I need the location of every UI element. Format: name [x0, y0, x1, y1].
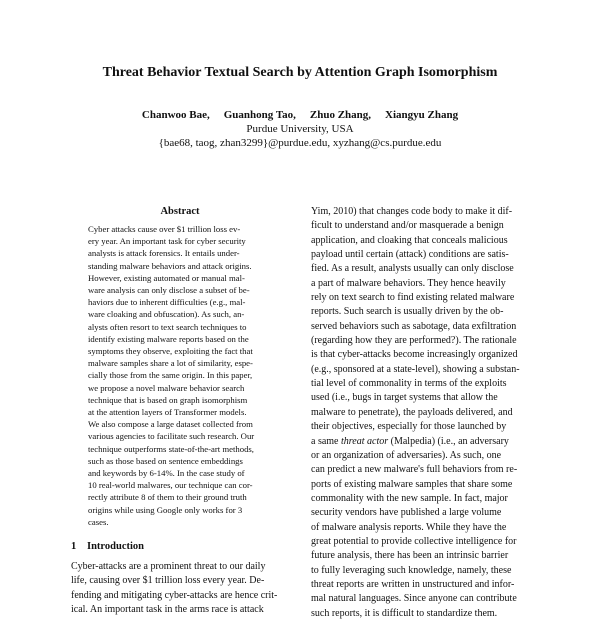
abstract-line: malware samples share a lot of similarity, espe-: [88, 358, 253, 369]
paper-title: Threat Behavior Textual Search by Attention Graph Isomorphism: [102, 65, 498, 80]
abstract-heading: Abstract: [160, 206, 200, 217]
body-line: security vendors have published a large volume: [311, 507, 502, 519]
abstract-line: symptoms they observe, exploiting the fact that: [88, 346, 253, 357]
abstract-line: ware analysis can only disclose a subset of be-: [88, 285, 250, 296]
body-line: (e.g., sponsored at a state-level), showing a substan-: [311, 363, 520, 375]
body-line: Yim, 2010) that changes code body to make it dif-: [311, 206, 513, 217]
body-line: application, and cloaking that conceals malicious: [311, 234, 508, 246]
body-line: such reports, it is difficult to standardize them.: [311, 607, 498, 619]
body-line: mal natural languages. Since anyone can contribute: [311, 593, 517, 605]
abstract-line: However, existing automated or manual mal-: [88, 272, 245, 283]
abstract-line: alysts often resort to text search techniques to: [88, 321, 247, 332]
body-line: threat reports are written in unstructured and infor-: [311, 578, 515, 590]
body-line: of malware analysis reports. While they have the: [311, 521, 507, 533]
body-line: rely on text search to find existing related malware: [311, 292, 515, 304]
body-line: payload until certain (attack) conditions are satis-: [311, 249, 509, 261]
body-line: fied. As a result, analysts usually can only disclose: [311, 263, 514, 275]
intro-line: fending and mitigating cyber-attacks are hence crit-: [71, 589, 278, 601]
body-line: to fully leveraging such knowledge, namely, these: [311, 564, 512, 576]
abstract-line: identify existing malware reports based on the: [88, 333, 249, 344]
abstract-line: technique outperforms state-of-the-art methods,: [88, 443, 254, 454]
abstract-line: cially those from the same origin. In this paper,: [88, 370, 253, 381]
body-line: their objectives, especially for those launched by: [311, 421, 507, 433]
author-name: Guanhong Tao,: [223, 109, 296, 121]
abstract-line: and keywords by 6-14%. In the case study of: [88, 468, 245, 479]
body-line: used (i.e., bugs in target systems that allow the: [311, 392, 498, 404]
abstract-line: technique that is based on graph isomorphism: [88, 394, 248, 405]
body-line: tial level of commonality in terms of the exploits: [311, 378, 507, 390]
author-block: [0, 108, 600, 150]
abstract-line: various agencies to facilitate such research. Our: [88, 431, 255, 442]
abstract-line: 10 real-world malwares, our technique can cor-: [88, 480, 253, 491]
left-column: [71, 205, 289, 617]
abstract-line: such as those based on sentence embeddings: [88, 455, 243, 466]
body-line: great potential to provide collective intelligence for: [311, 535, 517, 547]
body-line: can predict a new malware's full behaviors from re-: [311, 464, 518, 476]
body-line: malware to penetrate), the payloads delivered, and: [311, 406, 513, 418]
body-line: ficult to understand and/or masquerade a benign: [311, 220, 504, 232]
affiliation: Purdue University, USA: [246, 123, 354, 135]
body-text: (Malpedia) (i.e., an adversary: [388, 435, 509, 447]
emphasis-term: threat actor: [341, 435, 389, 447]
body-line: a part of malware behaviors. They hence heavily: [311, 277, 506, 289]
author-emails: {bae68, taog, zhan3299}@purdue.edu, xyzhang@cs.purdue.edu: [158, 137, 442, 149]
right-column: [311, 205, 530, 621]
body-line: (regarding how they are performed?). The rationale: [311, 335, 517, 347]
intro-line: Cyber-attacks are a prominent threat to our daily: [71, 561, 266, 573]
abstract-line: analysts is attack forensics. It entails under-: [88, 248, 240, 259]
section-number: 1: [71, 541, 77, 553]
body-line: commonality with the new sample. In fact, major: [311, 492, 508, 504]
body-line: future analysis, there has been an intrinsic barrier: [311, 550, 509, 562]
author-name: Xiangyu Zhang: [385, 109, 459, 121]
body-line: served behaviors such as sabotage, data exfiltration: [311, 320, 517, 332]
body-line: ports of existing malware samples that share some: [311, 478, 513, 490]
body-line: [311, 435, 530, 449]
abstract-line: cases.: [88, 516, 109, 527]
author-name: Zhuo Zhang,: [309, 109, 372, 121]
abstract-line: standing malware behaviors and attack origins.: [88, 260, 252, 271]
introduction-body: [71, 560, 289, 617]
body-line: reports. Such search is usually driven by the ob-: [311, 306, 504, 318]
abstract-line: at the attention layers of Transformer models.: [88, 407, 247, 418]
abstract-line: We also compose a large dataset collected from: [88, 419, 253, 430]
intro-line: life, causing over $1 trillion loss every year. De-: [71, 575, 265, 587]
section-heading-introduction: [71, 540, 289, 554]
abstract-line: haviors due to inherent difficulties (e.g., mal-: [88, 297, 246, 308]
section-title: Introduction: [87, 541, 144, 553]
body-text: a same: [311, 435, 341, 447]
abstract-line: origins while using Google only works for 3: [88, 504, 243, 515]
abstract-body: [71, 223, 289, 528]
abstract-line: ware cloaking and obfuscation). As such, an-: [88, 309, 245, 320]
abstract-line: we propose a novel malware behavior search: [88, 382, 245, 393]
abstract-line: rectly attribute 8 of them to their ground truth: [88, 492, 247, 503]
abstract-line: Cyber attacks cause over $1 trillion loss ev-: [88, 224, 241, 234]
body-line: or an organization of adversaries). As such, one: [311, 449, 502, 461]
author-names: [0, 108, 600, 122]
author-name: Chanwoo Bae,: [141, 109, 210, 121]
abstract-line: ery year. An important task for cyber security: [88, 236, 246, 247]
body-line: is that cyber-attacks become increasingly organized: [311, 349, 518, 361]
intro-line: ical. An important task in the arms race is attack: [71, 603, 264, 615]
